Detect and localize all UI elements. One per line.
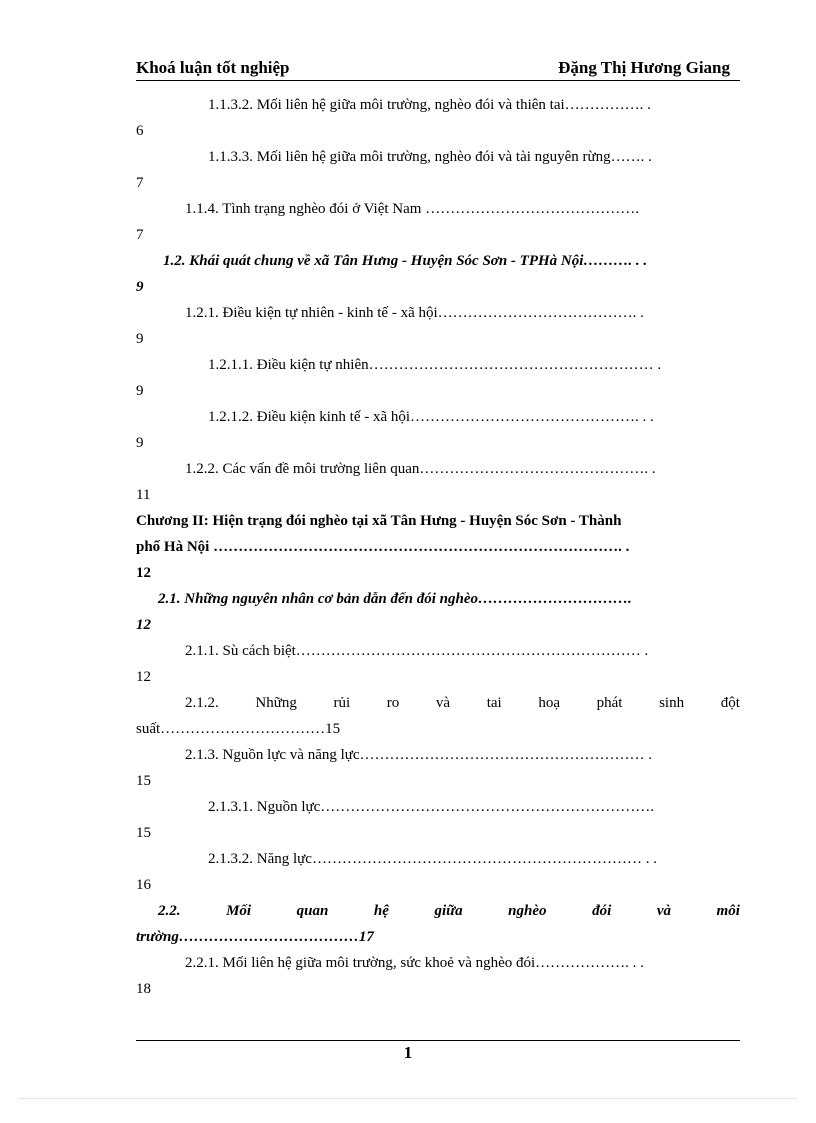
toc-page-number: 9 [136,383,144,399]
toc-entry-2.1[interactable]: 2.1. Những nguyên nhân cơ bản dẫn đến đói nghèo…………………………. [158,591,632,607]
toc-entry-chapter-2-cont[interactable]: phố Hà Nội ………………………………………………………………………. . [136,539,630,555]
page-header [136,56,740,81]
toc-entry-2.1.3[interactable]: 2.1.3. Nguồn lực và năng lực………………………………………………… . [185,747,653,763]
toc-word: đột [720,695,740,711]
toc-page-number: 12 [136,669,151,685]
toc-page-number: 9 [136,435,144,451]
page-bottom-edge [20,1098,796,1099]
toc-page-number: 15 [136,825,151,841]
toc-entry-1.2[interactable]: 1.2. Khái quát chung về xã Tân Hưng - Huyện Sóc Sơn - TPHà Nội………. . . [163,253,648,269]
toc-entry-2.2[interactable] [158,900,740,922]
toc-entry-1.1.3.3[interactable]: 1.1.3.3. Mối liên hệ giữa môi trường, nghèo đói và tài nguyên rừng……. . [208,149,652,165]
toc-word: Những [255,695,297,711]
toc-page-number: 15 [136,773,151,789]
toc-page-number: 16 [136,877,151,893]
toc-word: ro [386,695,400,711]
toc-word: đói [592,903,612,919]
toc-word: hoạ [538,695,560,711]
toc-entry-chapter-2[interactable]: Chương II: Hiện trạng đói nghèo tại xã Tân Hưng - Huyện Sóc Sơn - Thành [136,513,622,529]
toc-page-number: 18 [136,981,151,997]
toc-entry-1.1.3.2[interactable]: 1.1.3.2. Mối liên hệ giữa môi trường, nghèo đói và thiên tai……………. . [208,97,651,113]
header-title: Khoá luận tốt nghiệp [136,58,290,77]
toc-entry-1.2.1[interactable]: 1.2.1. Điều kiện tự nhiên - kinh tế - xã hội…………………………………. . [185,305,644,321]
toc-entry-2.1.2[interactable] [185,692,740,714]
toc-word: sinh [659,695,685,711]
toc-page-number: 7 [136,175,144,191]
footer-page-number: 1 [403,1043,413,1062]
toc-word: 2.1.2. [185,695,219,711]
toc-entry-2.1.3.2[interactable]: 2.1.3.2. Năng lực………………………………………………………… . . [208,851,657,867]
toc-entry-2.1.2-cont[interactable]: suất……………………………15 [136,721,341,737]
toc-word: rủi [333,695,351,711]
toc-word: và [656,903,671,919]
toc-word: phát [596,695,623,711]
toc-page-number: 7 [136,227,144,243]
toc-word: tai [486,695,502,711]
toc-page-number: 6 [136,123,144,139]
toc-entry-1.1.4[interactable]: 1.1.4. Tình trạng nghèo đói ở Việt Nam ……………………………………. [185,201,639,217]
toc-word: và [435,695,451,711]
toc-entry-2.1.1[interactable]: 2.1.1. Sù cách biệt…………………………………………………………… . [185,643,649,659]
toc-page-number: 11 [136,487,151,503]
toc-page-number: 12 [136,617,151,633]
toc-word: 2.2. [158,903,181,919]
toc-word: Mối [226,903,252,919]
toc-word: môi [716,903,740,919]
toc-page-number: 9 [136,331,144,347]
toc-entry-1.2.1.2[interactable]: 1.2.1.2. Điều kiện kinh tế - xã hội………………………………………. . . [208,409,654,425]
toc-entry-2.2-cont[interactable]: trường………………………………17 [136,929,374,945]
toc-entry-1.2.1.1[interactable]: 1.2.1.1. Điều kiện tự nhiên………………………………………………… . [208,357,662,373]
toc-entry-2.2.1[interactable]: 2.2.1. Mối liên hệ giữa môi trường, sức khoẻ và nghèo đói………………. . . [185,955,644,971]
toc-word: nghèo [508,903,547,919]
toc-page-number: 12 [136,565,151,581]
toc-word: hệ [373,903,389,919]
toc-word: quan [296,903,329,919]
toc-entry-2.1.3.1[interactable]: 2.1.3.1. Nguồn lực…………………………………………………………. [208,799,655,815]
header-author: Đặng Thị Hương Giang [558,58,730,77]
toc-entry-1.2.2[interactable]: 1.2.2. Các vấn đề môi trường liên quan………………………………………. . [185,461,656,477]
footer-rule [136,1040,740,1041]
toc-word: giữa [434,903,463,919]
toc-page-number: 9 [136,279,144,295]
